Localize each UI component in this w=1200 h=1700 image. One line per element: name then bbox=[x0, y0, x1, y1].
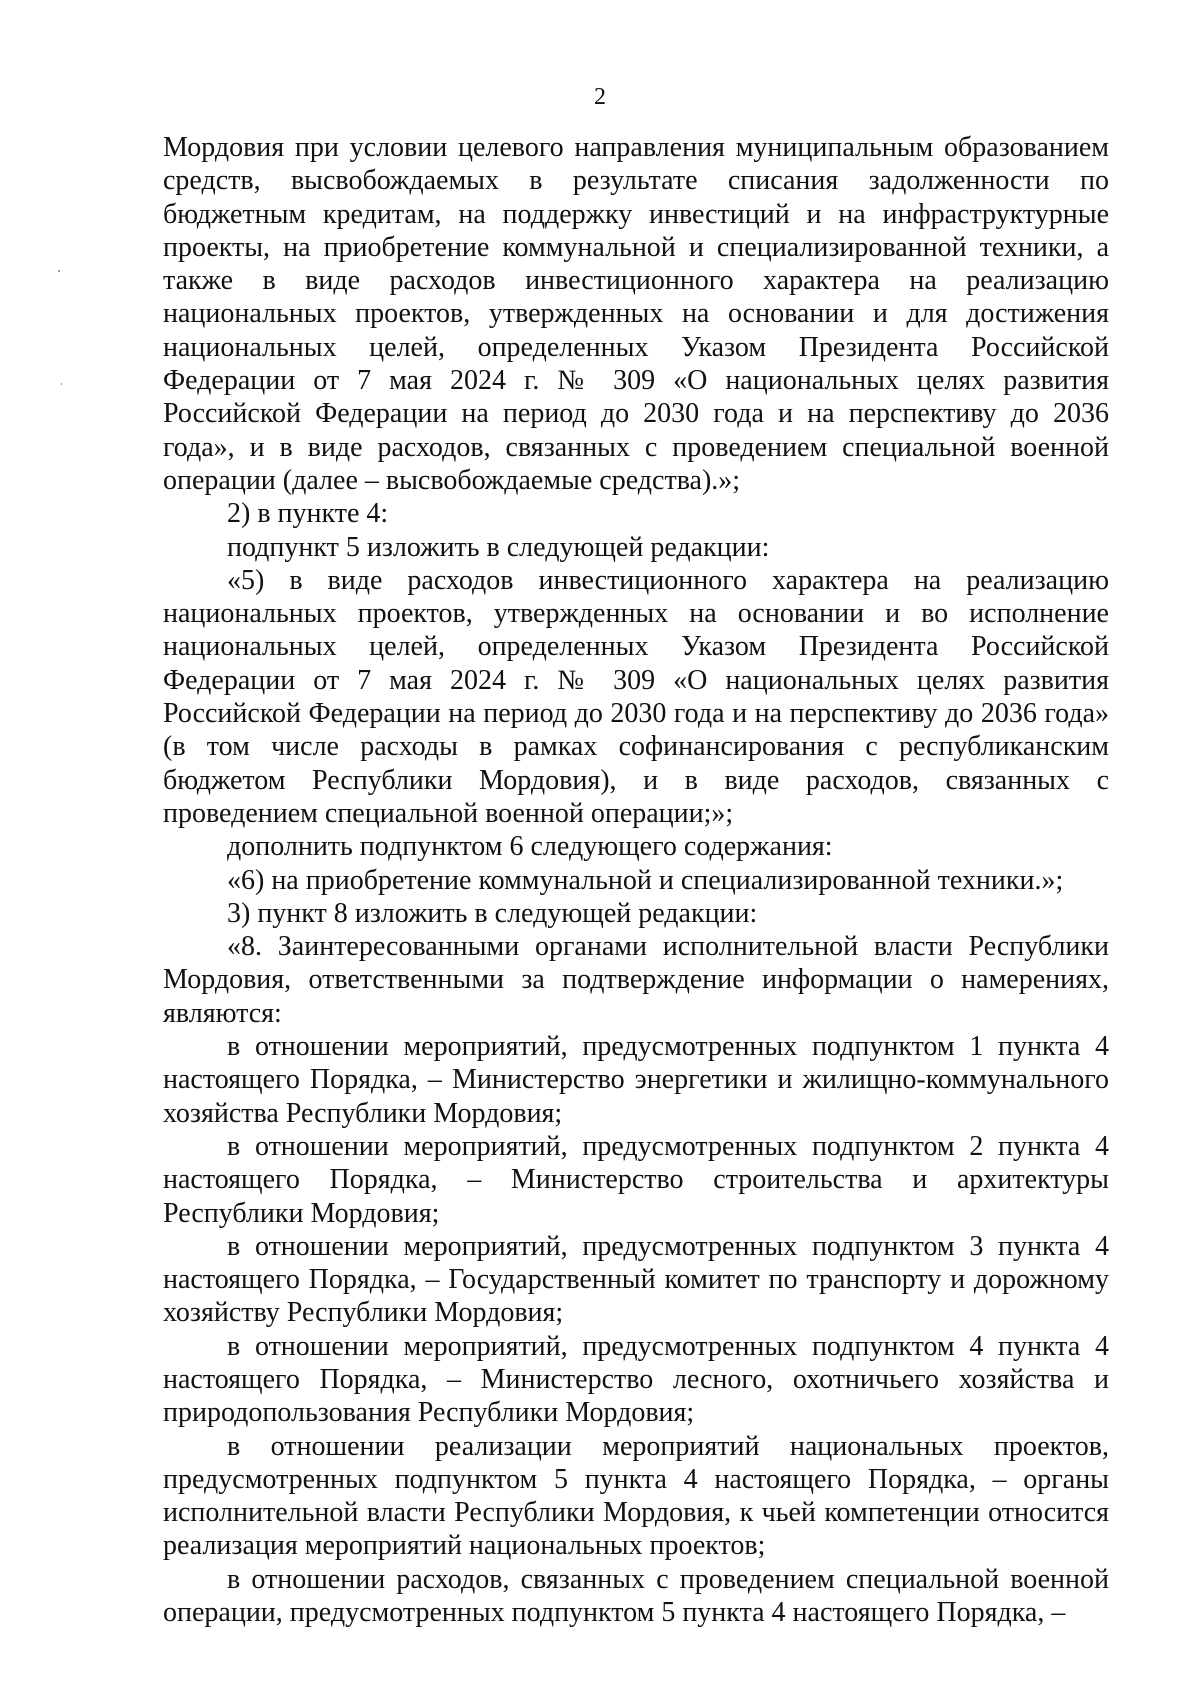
page-number: 2 bbox=[594, 84, 606, 110]
scan-speck bbox=[58, 270, 60, 272]
paragraph: «6) на приобретение коммунальной и специализированной техники.»; bbox=[227, 864, 1064, 896]
paragraph: в отношении мероприятий, предусмотренных подпунктом 3 пункта 4 настоящего Порядка, – Государственный комитет по транспорту и дорожному хозяйству Республики Мордовия; bbox=[163, 1230, 1109, 1329]
paragraph: в отношении мероприятий, предусмотренных подпунктом 1 пункта 4 настоящего Порядка, – Министерство энергетики и жилищно-коммунального хозяйства Республики Мордовия; bbox=[163, 1031, 1109, 1129]
paragraph: в отношении мероприятий, предусмотренных подпунктом 4 пункта 4 настоящего Порядка, – Министерство лесного, охотничьего хозяйства и природопользования Республики Мордовия; bbox=[163, 1330, 1109, 1429]
scan-speck bbox=[61, 383, 62, 385]
paragraph: 3) пункт 8 изложить в следующей редакции: bbox=[227, 897, 758, 929]
paragraph: в отношении расходов, связанных с проведением специальной военной операции, предусмотренных подпунктом 5 пункта 4 настоящего Порядка, – bbox=[163, 1563, 1109, 1629]
paragraph: в отношении реализации мероприятий национальных проектов, предусмотренных подпунктом 5 пункта 4 настоящего Порядка, – органы исполнительной власти Республики Мордовия, к чьей компетенции относится реализация мероприятий национальных проектов; bbox=[163, 1430, 1109, 1562]
paragraph: подпункт 5 изложить в следующей редакции: bbox=[227, 531, 770, 563]
paragraph: в отношении мероприятий, предусмотренных подпунктом 2 пункта 4 настоящего Порядка, – Министерство строительства и архитектуры Республики Мордовия; bbox=[163, 1130, 1109, 1229]
paragraph-continuation: Мордовия при условии целевого направления муниципальным образованием средств, высвобождаемых в результате списания задолженности по бюджетным кредитам, на поддержку инвестиций и на инфраструктурные проекты, на приобретение коммунальной и специализированной техники, а также в виде расходов инвестиционного характера на реализацию национальных проектов, утвержденных на основании и для достижения национальных целей, определенных Указом Президента Российской Федерации от 7 мая 2024 г. № 309 «О национальных целях развития Российской Федерации на период до 2030 года и на перспективу до 2036 года», и в виде расходов, связанных с проведением специальной военной операции (далее – высвобождаемые средства).»; bbox=[163, 132, 1109, 496]
paragraph: «5) в виде расходов инвестиционного характера на реализацию национальных проектов, утвержденных на основании и во исполнение национальных целей, определенных Указом Президента Российской Федерации от 7 мая 2024 г. № 309 «О национальных целях развития Российской Федерации на период до 2030 года и на перспективу до 2036 года» (в том числе расходы в рамках софинансирования с республиканским бюджетом Республики Мордовия), и в виде расходов, связанных с проведением специальной военной операции;»; bbox=[163, 564, 1109, 829]
paragraph: «8. Заинтересованными органами исполнительной власти Республики Мордовия, ответственными за подтверждение информации о намерениях, являются: bbox=[163, 931, 1109, 1029]
document-body bbox=[163, 131, 1109, 1629]
paragraph: дополнить подпунктом 6 следующего содержания: bbox=[227, 831, 833, 863]
paragraph: 2) в пункте 4: bbox=[227, 498, 389, 530]
